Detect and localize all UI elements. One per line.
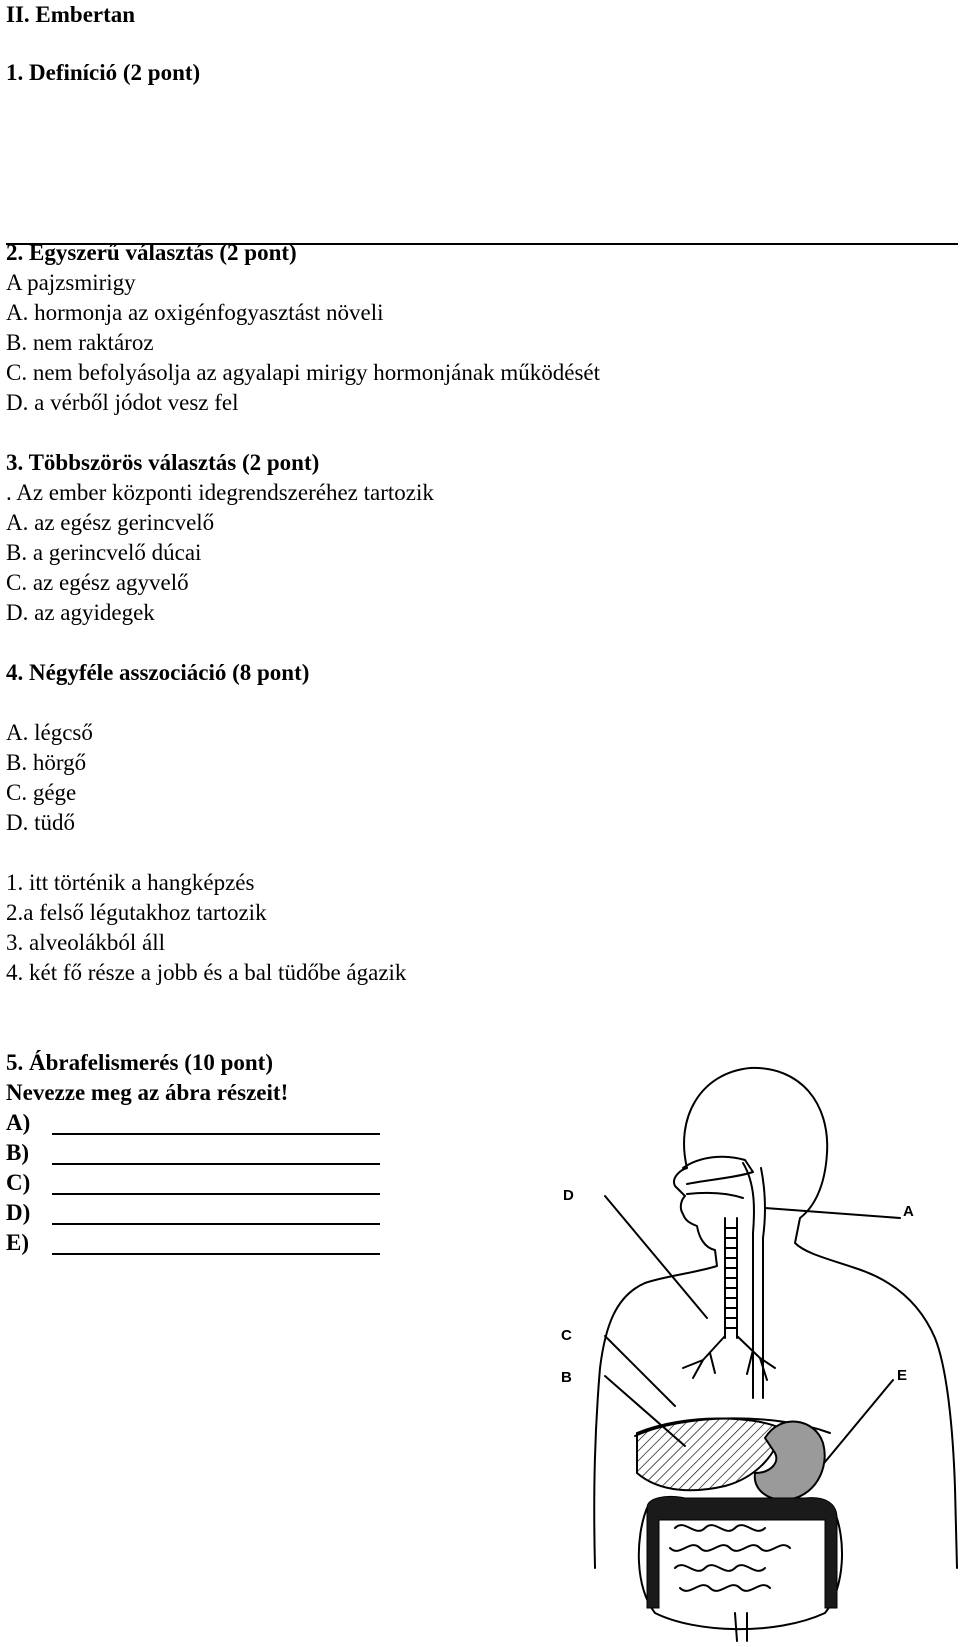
q5-answer-label-d: D) xyxy=(6,1200,31,1225)
figure-label-c: C xyxy=(561,1327,572,1344)
q4-option-c: C. gége xyxy=(6,780,77,805)
q5-answer-label-e: E) xyxy=(6,1230,29,1255)
q3-option-d: D. az agyidegek xyxy=(6,600,155,625)
q5-answer-field-c[interactable] xyxy=(52,1193,380,1195)
q5-answer-field-b[interactable] xyxy=(52,1163,380,1165)
q2-option-b: B. nem raktároz xyxy=(6,330,154,355)
q2-title: 2. Egyszerű választás (2 pont) xyxy=(6,240,297,265)
q3-option-a: A. az egész gerincvelő xyxy=(6,510,215,535)
q2-option-a: A. hormonja az oxigénfogyasztást növeli xyxy=(6,300,384,325)
figure-label-b: B xyxy=(561,1369,572,1386)
leader-e xyxy=(820,1380,893,1468)
q3-option-c: C. az egész agyvelő xyxy=(6,570,189,595)
q3-title: 3. Többszörös választás (2 pont) xyxy=(6,450,320,475)
q2-stem: A pajzsmirigy xyxy=(6,270,136,295)
large-intestine xyxy=(647,1496,837,1608)
q1-title: 1. Definíció (2 pont) xyxy=(6,60,201,85)
mouth-cavity xyxy=(687,1193,743,1198)
digestive-respiratory-figure xyxy=(561,1068,960,1641)
q5-answer-field-a[interactable] xyxy=(52,1133,380,1135)
q4-title: 4. Négyféle asszociáció (8 pont) xyxy=(6,660,310,685)
figure-label-a: A xyxy=(903,1203,914,1220)
bronchus-left xyxy=(683,1336,725,1378)
q4-option-a: A. légcső xyxy=(6,720,93,745)
trachea-rings xyxy=(725,1228,737,1328)
q3-option-b: B. a gerincvelő dúcai xyxy=(6,540,202,565)
q4-option-d: D. tüdő xyxy=(6,810,75,835)
leader-a xyxy=(765,1208,900,1218)
q4-statement-4: 4. két fő része a jobb és a bal tüdőbe ágazik xyxy=(6,960,407,985)
q4-statement-1: 1. itt történik a hangképzés xyxy=(6,870,255,895)
q4-option-b: B. hörgő xyxy=(6,750,87,775)
section-title: II. Embertan xyxy=(6,2,136,27)
leader-d xyxy=(605,1196,707,1318)
nasal-cavity xyxy=(683,1157,753,1184)
q5-answer-label-c: C) xyxy=(6,1170,31,1195)
q5-answer-label-b: B) xyxy=(6,1140,29,1165)
q5-instruction: Nevezze meg az ábra részeit! xyxy=(6,1080,289,1105)
q2-option-c: C. nem befolyásolja az agyalapi mirigy hormonjának működését xyxy=(6,360,601,385)
rectum xyxy=(735,1613,747,1641)
q5-answer-field-d[interactable] xyxy=(52,1223,380,1225)
q5-title: 5. Ábrafelismerés (10 pont) xyxy=(6,1050,274,1075)
q4-statement-2: 2.a felső légutakhoz tartozik xyxy=(6,900,267,925)
figure-label-d: D xyxy=(563,1187,574,1204)
q2-option-d: D. a vérből jódot vesz fel xyxy=(6,390,239,415)
q4-statement-3: 3. alveolákból áll xyxy=(6,930,166,955)
leader-c xyxy=(605,1336,675,1406)
figure-label-e: E xyxy=(897,1367,908,1384)
bronchus-right xyxy=(737,1336,775,1380)
q5-answer-field-e[interactable] xyxy=(52,1253,380,1255)
q5-answer-label-a: A) xyxy=(6,1110,31,1135)
small-intestine-loops xyxy=(670,1525,790,1591)
q3-stem: . Az ember központi idegrendszeréhez tartozik xyxy=(6,480,434,505)
anatomy-drawing xyxy=(561,1068,960,1641)
